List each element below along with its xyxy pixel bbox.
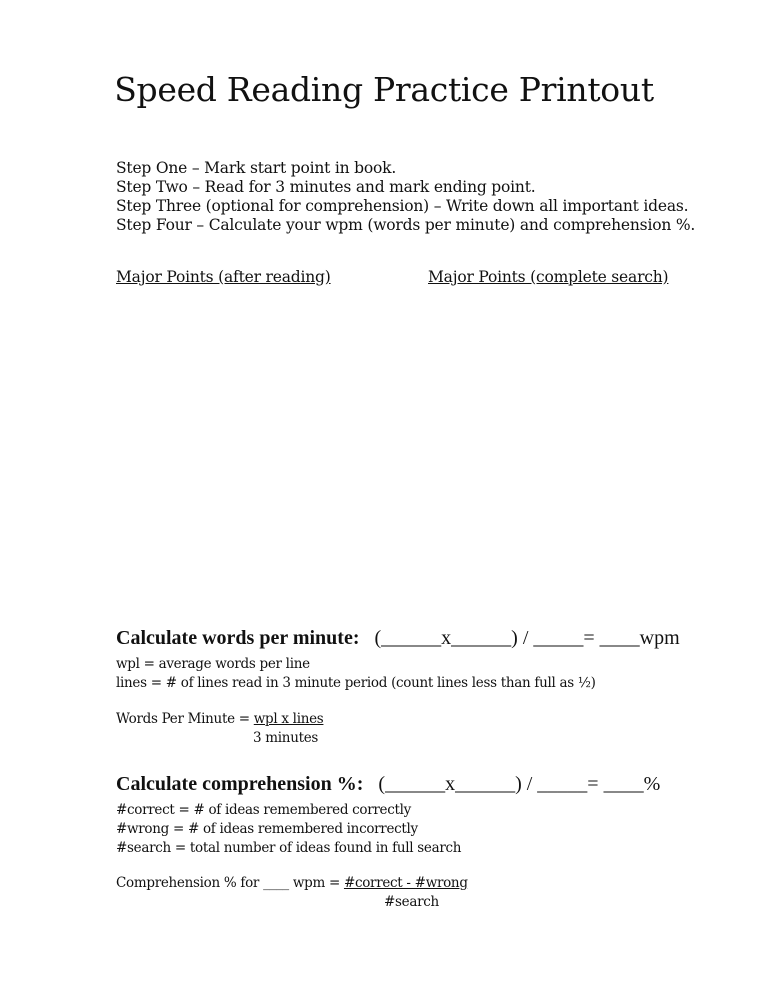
major-points-complete-search-heading: Major Points (complete search) <box>428 268 669 286</box>
comprehension-definitions <box>116 801 461 858</box>
wpm-equation-numerator: wpl x lines <box>253 711 324 727</box>
comprehension-heading-text: Calculate comprehension %: <box>116 773 364 795</box>
wpl-definition: wpl = average words per line <box>116 656 310 672</box>
wpm-definitions <box>116 655 596 693</box>
wrong-definition: #wrong = # of ideas remembered incorrectly <box>116 821 418 837</box>
wpm-formula: (______x______) / _____= ____wpm <box>374 627 680 649</box>
step-one: Step One – Mark start point in book. <box>116 159 397 177</box>
wpm-equation-denominator: 3 minutes <box>253 730 319 746</box>
step-four: Step Four – Calculate your wpm (words per minute) and comprehension %. <box>116 216 696 234</box>
page-title: Speed Reading Practice Printout <box>114 70 654 109</box>
comprehension-calculation-heading <box>116 773 660 796</box>
wpm-heading-text: Calculate words per minute: <box>116 627 360 649</box>
step-two: Step Two – Read for 3 minutes and mark ending point. <box>116 178 536 196</box>
wpm-equation <box>116 711 323 727</box>
correct-definition: #correct = # of ideas remembered correctly <box>116 802 411 818</box>
comprehension-equation-numerator: #correct - #wrong <box>343 875 468 891</box>
comprehension-equation-prefix: Comprehension % for ____ wpm = <box>116 875 344 891</box>
major-points-after-reading-heading: Major Points (after reading) <box>116 268 331 286</box>
wpm-equation-prefix: Words Per Minute = <box>116 711 254 727</box>
lines-definition: lines = # of lines read in 3 minute period (count lines less than full as ½) <box>116 675 596 691</box>
comprehension-equation <box>116 875 468 891</box>
step-three: Step Three (optional for comprehension) – Write down all important ideas. <box>116 197 689 215</box>
wpm-calculation-heading <box>116 627 680 650</box>
search-definition: #search = total number of ideas found in full search <box>116 840 462 856</box>
steps-list <box>116 159 695 235</box>
comprehension-equation-denominator: #search <box>384 894 439 910</box>
comprehension-formula: (______x______) / _____= ____% <box>378 773 661 795</box>
